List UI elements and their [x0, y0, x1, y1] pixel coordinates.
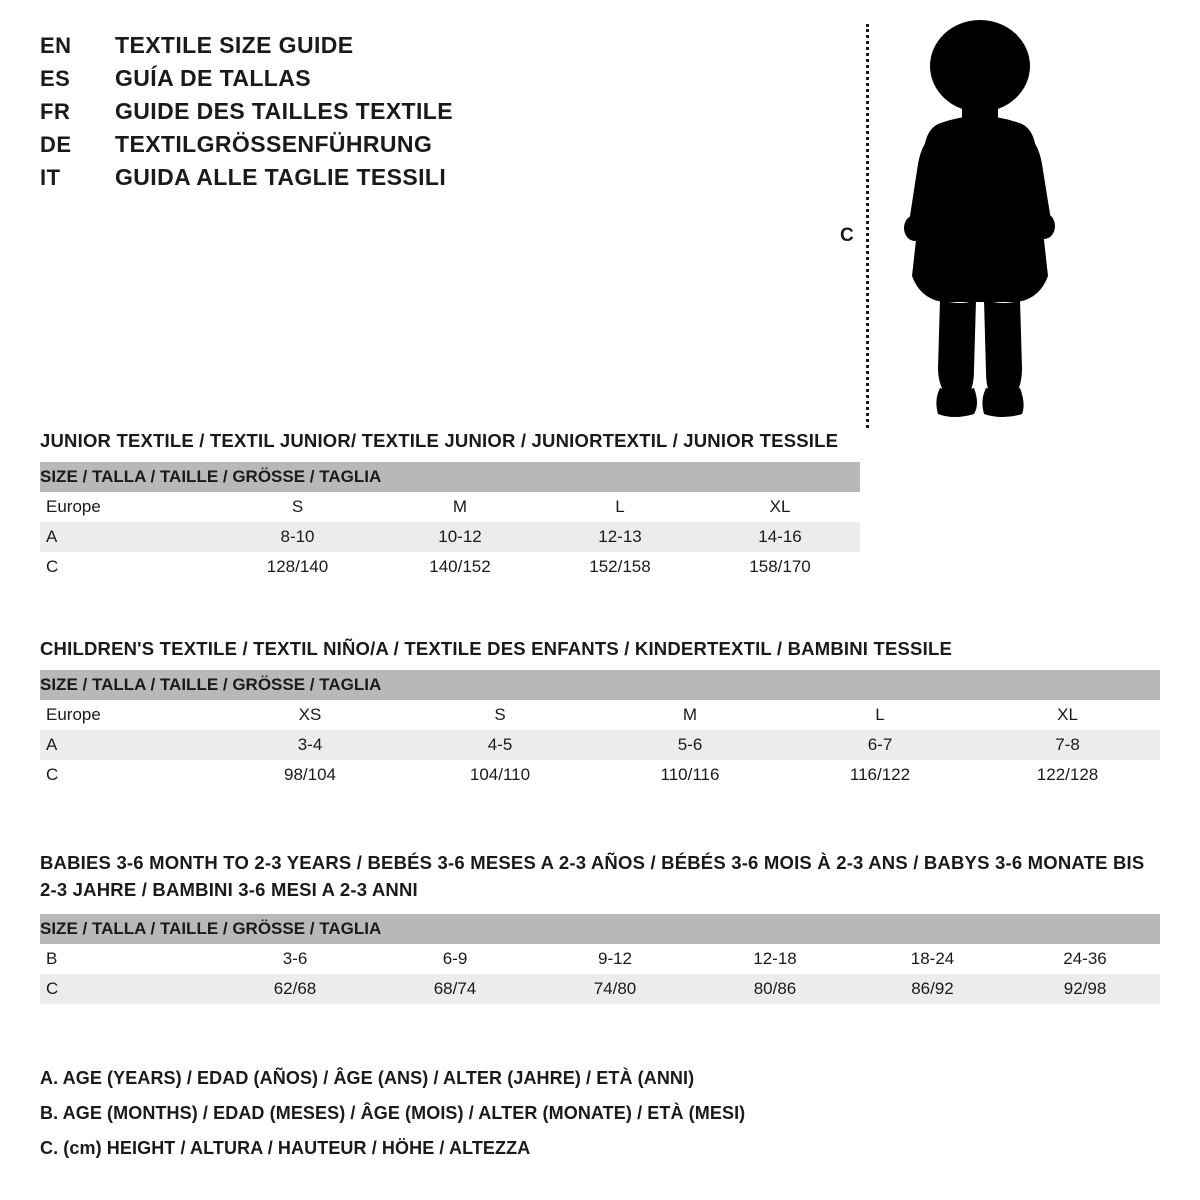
cell-value: XS [215, 700, 405, 730]
junior-size-table [40, 462, 860, 582]
table-row [40, 700, 1160, 730]
language-code: FR [40, 99, 71, 124]
child-silhouette-icon [880, 18, 1080, 433]
section-junior-textile [40, 430, 860, 582]
cell-value: 122/128 [975, 760, 1160, 790]
table-header-row [40, 462, 860, 492]
cell-value: 4-5 [405, 730, 595, 760]
language-code: ES [40, 66, 71, 91]
cell-value: 5-6 [595, 730, 785, 760]
cell-value: 6-9 [375, 944, 535, 974]
cell-value: S [405, 700, 595, 730]
cell-value: 98/104 [215, 760, 405, 790]
table-header-row [40, 914, 1160, 944]
row-label: Europe [40, 492, 215, 522]
table-header-label: SIZE / TALLA / TAILLE / GRÖSSE / TAGLIA [40, 670, 1160, 700]
row-label: C [40, 974, 215, 1004]
cell-value: 152/158 [540, 552, 700, 582]
cell-value: 6-7 [785, 730, 975, 760]
language-code: DE [40, 132, 72, 157]
language-header [40, 32, 890, 197]
table-row [40, 552, 860, 582]
cell-value: L [785, 700, 975, 730]
cell-value: XL [700, 492, 860, 522]
cell-value: 62/68 [215, 974, 375, 1004]
footnote-a: A. AGE (YEARS) / EDAD (AÑOS) / ÂGE (ANS) / ALTER (JAHRE) / ETÀ (ANNI) [40, 1068, 695, 1088]
cell-value: 86/92 [855, 974, 1010, 1004]
cell-value: 80/86 [695, 974, 855, 1004]
language-code: IT [40, 165, 61, 190]
language-title: GUÍA DE TALLAS [115, 65, 311, 91]
section-title: CHILDREN'S TEXTILE / TEXTIL NIÑO/A / TEXTILE DES ENFANTS / KINDERTEXTIL / BAMBINI TESSILE [40, 638, 952, 659]
section-title: JUNIOR TEXTILE / TEXTIL JUNIOR/ TEXTILE JUNIOR / JUNIORTEXTIL / JUNIOR TESSILE [40, 430, 839, 451]
table-header-label: SIZE / TALLA / TAILLE / GRÖSSE / TAGLIA [40, 914, 1160, 944]
row-label: C [40, 760, 215, 790]
cell-value: 7-8 [975, 730, 1160, 760]
row-label: B [40, 944, 215, 974]
cell-value: 14-16 [700, 522, 860, 552]
cell-value: 24-36 [1010, 944, 1160, 974]
language-title: TEXTILE SIZE GUIDE [115, 32, 354, 58]
row-label: A [40, 730, 215, 760]
cell-value: 104/110 [405, 760, 595, 790]
cell-value: 12-18 [695, 944, 855, 974]
height-measure-line [866, 24, 869, 428]
cell-value: 8-10 [215, 522, 380, 552]
footnotes [40, 1068, 1140, 1173]
cell-value: 74/80 [535, 974, 695, 1004]
table-header-label: SIZE / TALLA / TAILLE / GRÖSSE / TAGLIA [40, 462, 860, 492]
row-label: C [40, 552, 215, 582]
language-row [40, 98, 890, 125]
footnote-c: C. (cm) HEIGHT / ALTURA / HAUTEUR / HÖHE / ALTEZZA [40, 1138, 531, 1158]
language-row [40, 164, 890, 191]
cell-value: 12-13 [540, 522, 700, 552]
language-row [40, 32, 890, 59]
cell-value: L [540, 492, 700, 522]
table-header-row [40, 670, 1160, 700]
cell-value: 68/74 [375, 974, 535, 1004]
footnote-b: B. AGE (MONTHS) / EDAD (MESES) / ÂGE (MOIS) / ALTER (MONATE) / ETÀ (MESI) [40, 1103, 746, 1123]
section-babies-textile [40, 850, 1160, 1004]
cell-value: 158/170 [700, 552, 860, 582]
row-label: A [40, 522, 215, 552]
cell-value: XL [975, 700, 1160, 730]
children-size-table [40, 670, 1160, 790]
table-row [40, 492, 860, 522]
language-row [40, 65, 890, 92]
section-title: BABIES 3-6 MONTH TO 2-3 YEARS / BEBÉS 3-6 MESES A 2-3 AÑOS / BÉBÉS 3-6 MOIS À 2-3 ANS / BABYS 3-6 MONATE BIS 2-3 JAHRE / BAMBINI 3-6 MESI A 2-3 ANNI [40, 852, 1145, 900]
table-row [40, 944, 1160, 974]
table-row [40, 974, 1160, 1004]
height-measure-label: C [840, 225, 854, 246]
table-row [40, 760, 1160, 790]
cell-value: M [380, 492, 540, 522]
cell-value: 92/98 [1010, 974, 1160, 1004]
section-children-textile [40, 638, 1160, 790]
cell-value: 140/152 [380, 552, 540, 582]
language-code: EN [40, 33, 72, 58]
cell-value: S [215, 492, 380, 522]
cell-value: 9-12 [535, 944, 695, 974]
cell-value: 18-24 [855, 944, 1010, 974]
babies-size-table [40, 914, 1160, 1004]
cell-value: 110/116 [595, 760, 785, 790]
cell-value: 116/122 [785, 760, 975, 790]
cell-value: 128/140 [215, 552, 380, 582]
cell-value: 10-12 [380, 522, 540, 552]
language-title: TEXTILGRÖSSENFÜHRUNG [115, 131, 433, 157]
language-title: GUIDA ALLE TAGLIE TESSILI [115, 164, 447, 190]
cell-value: 3-4 [215, 730, 405, 760]
language-row [40, 131, 890, 158]
table-row [40, 730, 1160, 760]
cell-value: 3-6 [215, 944, 375, 974]
cell-value: M [595, 700, 785, 730]
row-label: Europe [40, 700, 215, 730]
language-title: GUIDE DES TAILLES TEXTILE [115, 98, 453, 124]
table-row [40, 522, 860, 552]
figure-area [840, 10, 1140, 430]
